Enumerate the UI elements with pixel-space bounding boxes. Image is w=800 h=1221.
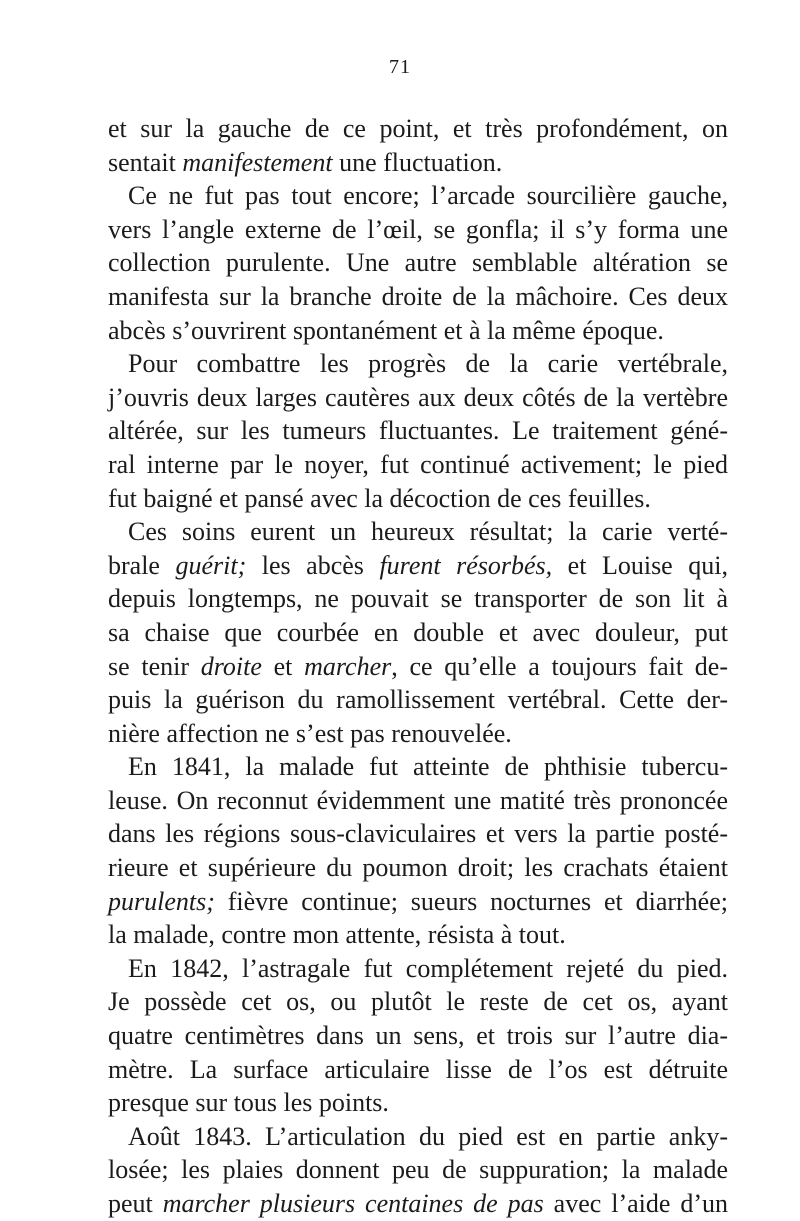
text-line — [108, 246, 728, 280]
text-line — [108, 784, 728, 818]
text-line — [108, 1187, 728, 1221]
text-segment: peut — [108, 1189, 163, 1218]
text-segment: En 1842, l’astragale fut complétement rejeté du pied. — [128, 953, 728, 983]
text-line — [108, 650, 728, 684]
text-line — [108, 885, 728, 919]
text-line — [108, 616, 728, 650]
text-segment: depuis longtemps, ne pouvait se transporter de son lit à — [108, 584, 728, 614]
text-line — [108, 817, 728, 851]
text-segment: , ce qu’elle a toujours fait de- — [391, 651, 728, 681]
text-segment: j’ouvris deux larges cautères aux deux côtés de la vertèbre — [108, 382, 728, 412]
text-segment: ral interne par le noyer, fut continué activement; le pied — [108, 449, 728, 479]
text-line — [108, 1153, 728, 1187]
text-line — [108, 179, 728, 213]
text-line — [108, 1120, 728, 1154]
italic-text: furent résorbés, — [379, 550, 553, 580]
text-segment: abcès s’ouvrirent spontanément et à la même époque. — [108, 315, 664, 345]
text-segment: une fluctuation. — [332, 147, 503, 177]
text-line — [108, 280, 728, 314]
text-line — [108, 851, 728, 885]
italic-text: marcher — [304, 651, 392, 681]
text-segment: Août 1843. L’articulation du pied est en partie anky- — [128, 1121, 728, 1151]
italic-text: guérit; — [175, 550, 247, 580]
text-segment: presque sur tous les points. — [108, 1088, 389, 1118]
text-segment: les abcès — [246, 550, 380, 580]
text-line — [108, 381, 728, 415]
text-segment: nière affection ne s’est pas renouvelée. — [108, 718, 512, 748]
text-line — [108, 918, 728, 952]
text-line — [108, 146, 728, 180]
text-line — [108, 347, 728, 381]
italic-text: purulents; — [108, 886, 215, 916]
text-segment: Ces soins eurent un heureux résultat; la carie verté- — [128, 517, 728, 547]
text-line — [108, 582, 728, 616]
text-line — [108, 515, 728, 549]
text-segment: et sur la gauche de ce point, et très profondément, on — [108, 114, 728, 143]
text-segment: et — [261, 651, 305, 681]
text-segment: Je possède cet os, ou plutôt le reste de cet os, ayant — [108, 987, 728, 1017]
italic-text: manifestement — [182, 147, 333, 177]
text-segment: puis la guérison du ramollissement vertébral. Cette der- — [108, 685, 728, 715]
text-line — [108, 1086, 728, 1120]
italic-text: marcher plusieurs centaines de pas — [162, 1189, 544, 1218]
text-segment: mètre. La surface articulaire lisse de l’os est détruite — [108, 1054, 728, 1084]
text-segment: collection purulente. Une autre semblable altération se — [108, 248, 728, 278]
text-segment: et Louise qui, — [552, 550, 728, 580]
text-line — [108, 414, 728, 448]
text-segment: vers l’angle externe de l’œil, se gonfla; il s’y forma une — [108, 214, 728, 244]
text-segment: Pour combattre les progrès de la carie vertébrale, — [128, 349, 728, 379]
text-segment: altérée, sur les tumeurs fluctuantes. Le traitement géné- — [108, 416, 728, 446]
text-segment: manifesta sur la branche droite de la mâchoire. Ces deux — [108, 281, 728, 311]
text-line — [108, 985, 728, 1019]
text-segment: se tenir — [108, 651, 201, 681]
text-segment: losée; les plaies donnent peu de suppuration; la malade — [108, 1155, 728, 1185]
text-line — [108, 549, 728, 583]
text-segment: leuse. On reconnut évidemment une matité très prononcée — [108, 785, 728, 815]
text-line — [108, 952, 728, 986]
text-segment: fièvre continue; sueurs nocturnes et diarrhée; — [214, 886, 728, 916]
text-segment: la malade, contre mon attente, résista à tout. — [108, 920, 566, 950]
text-line — [108, 1053, 728, 1087]
text-segment: fut baigné et pansé avec la décoction de ces feuilles. — [108, 483, 651, 513]
text-segment: avec l’aide d’un — [543, 1189, 729, 1218]
text-line — [108, 717, 728, 751]
text-segment: Ce ne fut pas tout encore; l’arcade sourcilière gauche, — [128, 181, 728, 211]
text-line — [108, 448, 728, 482]
text-line — [108, 750, 728, 784]
text-line — [108, 213, 728, 247]
text-line — [108, 314, 728, 348]
text-segment: brale — [108, 550, 176, 580]
text-segment: En 1841, la malade fut atteinte de phthisie tubercu- — [128, 752, 728, 782]
text-line — [108, 683, 728, 717]
italic-text: droite — [200, 651, 262, 681]
text-segment: quatre centimètres dans un sens, et trois sur l’autre dia- — [108, 1021, 728, 1051]
page-number: 71 — [389, 56, 411, 78]
text-segment: dans les régions sous-claviculaires et vers la partie posté- — [108, 819, 728, 849]
text-segment: rieure et supérieure du poumon droit; les crachats étaient — [108, 853, 728, 883]
text-line — [108, 112, 728, 146]
text-segment: sentait — [108, 147, 183, 177]
text-line — [108, 1019, 728, 1053]
text-segment: sa chaise que courbée en double et avec douleur, put — [108, 617, 728, 647]
body-text — [108, 112, 728, 1221]
text-line — [108, 482, 728, 516]
